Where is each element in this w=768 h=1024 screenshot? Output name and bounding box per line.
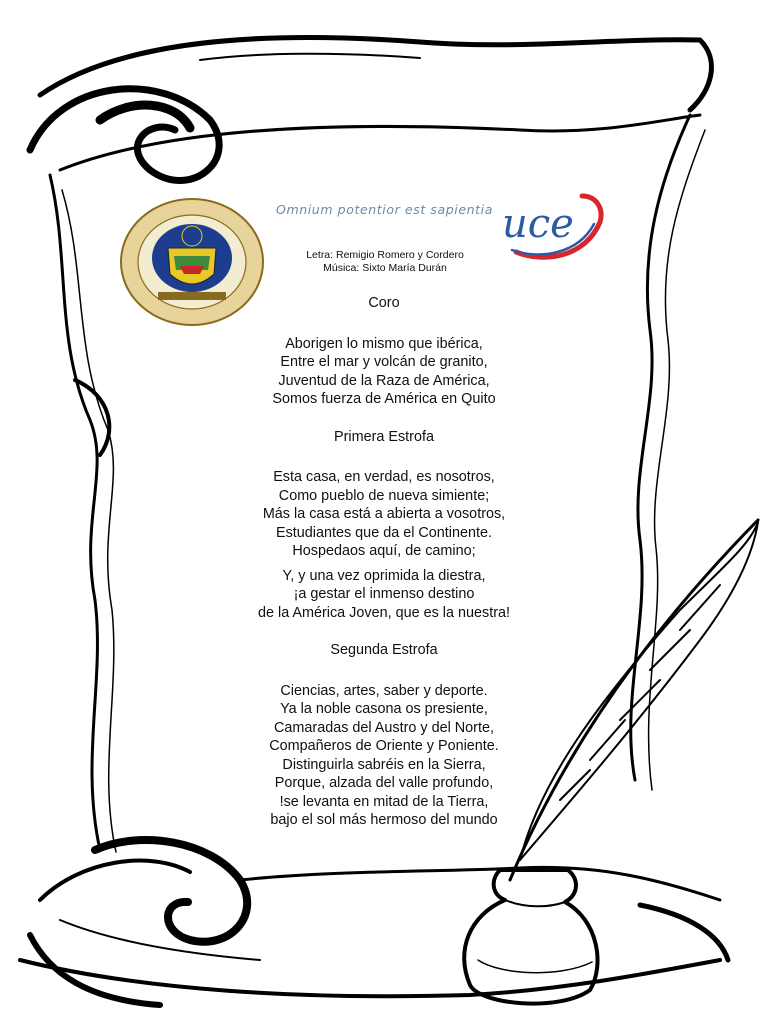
composer-credit: Música: Sixto María Durán xyxy=(323,262,447,274)
lyric-line: Compañeros de Oriente y Poniente. xyxy=(269,738,499,754)
uce-logo xyxy=(496,182,606,264)
stanza-primera-part-1 xyxy=(200,468,568,561)
stanza-coro xyxy=(200,335,568,409)
credits xyxy=(270,249,500,275)
section-title-coro: Coro xyxy=(368,295,400,311)
section-title-primera-estrofa: Primera Estrofa xyxy=(334,428,434,445)
lyric-line: bajo el sol más hermoso del mundo xyxy=(270,812,498,828)
lyric-line: Más la casa está a abierta a vosotros, xyxy=(262,506,506,522)
lyric-line: Ya la noble casona os presiente, xyxy=(280,701,488,717)
university-motto: Omnium potentior est sapientia xyxy=(276,202,494,217)
section-title-segunda-estrofa: Segunda Estrofa xyxy=(330,642,438,658)
lyric-line: Distinguirla sabréis en la Sierra, xyxy=(282,756,486,773)
stanza-primera-part-2 xyxy=(200,567,568,623)
lyric-line: Juventud de la Raza de América, xyxy=(278,372,490,389)
lyric-line: Hospedaos aquí, de camino; xyxy=(292,543,476,559)
svg-text:uce: uce xyxy=(502,201,574,247)
lyric-line: Estudiantes que da el Continente. xyxy=(275,524,492,541)
lyric-line: Aborigen lo mismo que ibérica, xyxy=(285,335,483,352)
lyric-line: ¡a gestar el inmenso destino xyxy=(293,586,475,602)
lyric-line: Porque, alzada del valle profundo, xyxy=(274,775,494,791)
lyric-line: Ciencias, artes, saber y deporte. xyxy=(280,682,488,699)
lyricist-credit: Letra: Remigio Romero y Cordero xyxy=(306,249,464,261)
lyric-line: Y, y una vez oprimida la diestra, xyxy=(282,567,486,584)
lyric-line: Como pueblo de nueva simiente; xyxy=(278,487,490,504)
lyric-line: de la América Joven, que es la nuestra! xyxy=(258,604,510,621)
stanza-segunda xyxy=(200,682,568,830)
lyric-line: Esta casa, en verdad, es nosotros, xyxy=(273,469,495,485)
lyric-line: Entre el mar y volcán de granito, xyxy=(280,354,488,370)
hymn-lyrics xyxy=(200,294,568,830)
lyric-line: Camaradas del Austro y del Norte, xyxy=(274,719,494,736)
lyric-line: !se levanta en mitad de la Tierra, xyxy=(279,793,489,810)
lyric-line: Somos fuerza de América en Quito xyxy=(272,391,496,407)
